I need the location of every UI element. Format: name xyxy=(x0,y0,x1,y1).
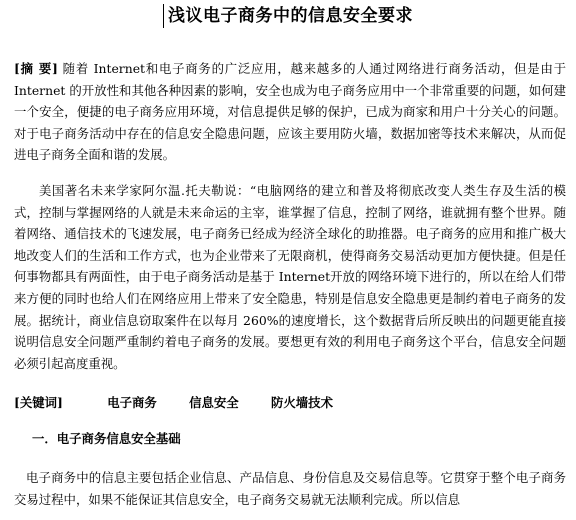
abstract-text: 随着 Internet和电子商务的广泛应用，越来越多的人通过网络进行商务活动，但是由于 Internet 的开放性和其他各种因素的影响，安全也成为电子商务应用中一个非常重要的问题，如何建一个安全，便捷的电子商务应用环境，对信息提供足够的保护，已成为商家和用户十分关心的问题。对于电子商务活动中存在的信息安全隐患问题，应该主要用防火墙，数据加密等技术来解决，从而促进电子商务全面和谐的发展。 xyxy=(14,61,567,163)
keywords-label: [关键词] xyxy=(14,395,63,410)
abstract-label: [摘 要] xyxy=(14,61,58,76)
document-title: 浅议电子商务中的信息安全要求 xyxy=(163,4,413,28)
title-area xyxy=(0,4,576,28)
keyword-item: 电子商务 xyxy=(107,395,157,410)
section-heading: 一．电子商务信息安全基础 xyxy=(32,431,181,446)
keyword-item: 信息安全 xyxy=(189,395,239,410)
body-paragraph-2: 电子商务中的信息主要包括企业信息、产品信息、身份信息及交易信息等。它贯穿于整个电子商务交易过程中，如果不能保证其信息安全，电子商务交易就无法顺利完成。所以信息 xyxy=(14,470,566,507)
keywords-row xyxy=(14,393,361,413)
abstract-paragraph xyxy=(14,58,566,166)
keyword-item: 防火墙技术 xyxy=(271,395,333,410)
body-paragraph-1: 美国著名未来学家阿尔温.托夫勒说：“电脑网络的建立和普及将彻底改变人类生存及生活的模式，控制与掌握网络的人就是未来命运的主宰，谁掌握了信息，控制了网络，谁就拥有整个世界。随着网络、通信技术的飞速发展，电子商务已经成为经济全球化的助推器。电子商务的应用和推广极大地改变人们的生活和工作方式，也为企业带来了无限商机，使得商务交易活动更加方便快捷。但是任何事物都具有两面性，由于电子商务活动是基于 Internet开放的网络环境下进行的，所以在给人们带来方便的同时也给人们在网络应用上带来了安全隐患，特别是信息安全隐患更是制约着电子商务的发展。据统计，商业信息窃取案件在以每月 260%的速度增长，这个数据背后所反映出的问题更能直接说明信息安全问题严重制约着电子商务的发展。要想更有效的利用电子商务这个平台，信息安全问题必须引起高度重视。 xyxy=(14,183,566,371)
